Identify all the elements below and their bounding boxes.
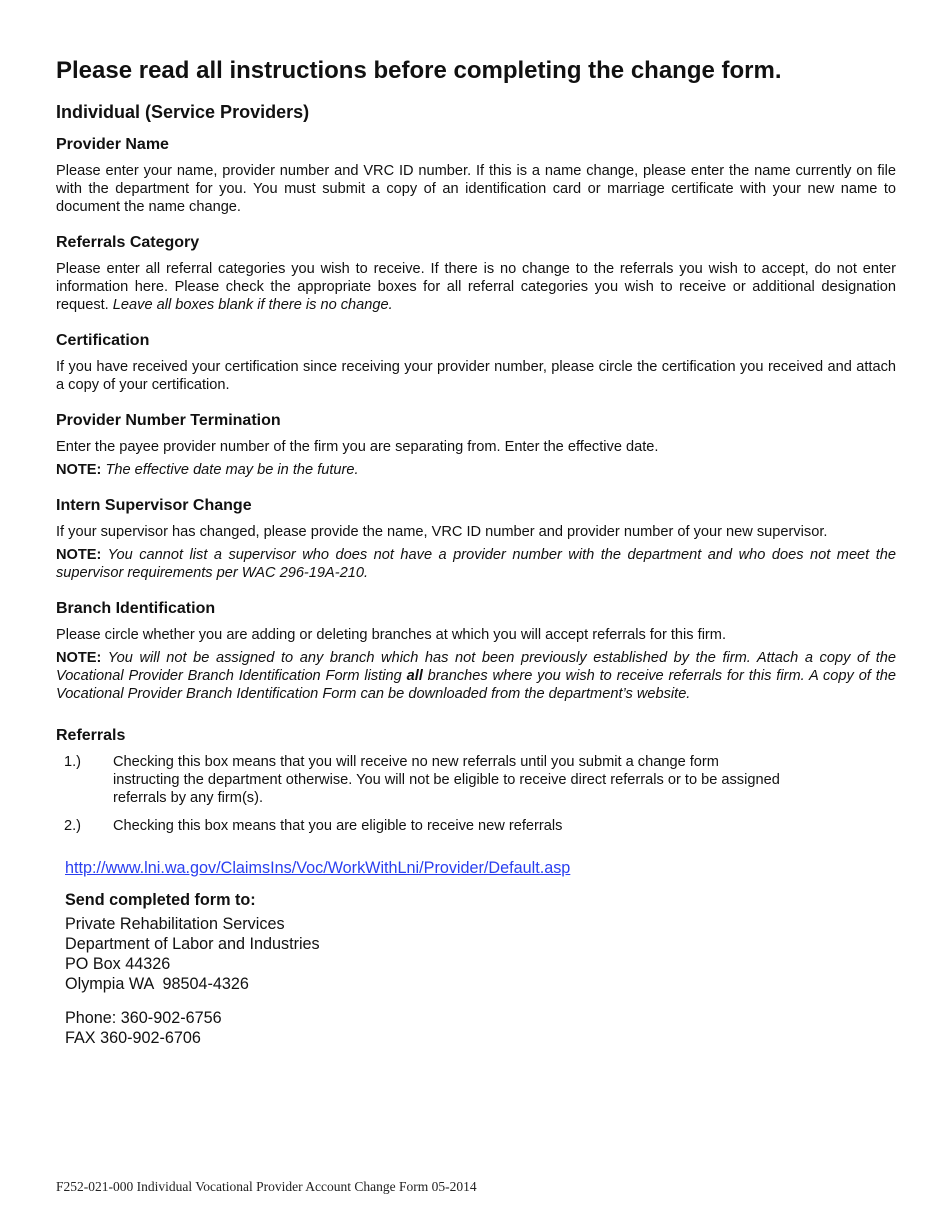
address-line: Olympia WA 98504-4326 xyxy=(65,975,249,993)
branch-note-label: NOTE: xyxy=(56,650,102,666)
mailing-address xyxy=(65,914,896,994)
branch-note-bold: all xyxy=(406,668,423,684)
intern-note xyxy=(56,546,896,582)
section-referrals xyxy=(56,725,896,835)
phone-fax xyxy=(65,1008,896,1048)
section-intern-supervisor xyxy=(56,495,896,582)
referrals-category-italic: Leave all boxes blank if there is no change. xyxy=(112,297,393,313)
provider-name-body: Please enter your name, provider number and VRC ID number. If this is a name change, please enter the name currently on file with the department for you. You must submit a copy of an identification card or marriage certificate with your new name to document the name change. xyxy=(56,163,896,215)
certification-heading: Certification xyxy=(56,332,150,349)
termination-body: Enter the payee provider number of the firm you are separating from. Enter the effective date. xyxy=(56,439,659,455)
section-termination xyxy=(56,410,896,479)
intern-body: If your supervisor has changed, please provide the name, VRC ID number and provider number of your new supervisor. xyxy=(56,524,828,540)
branch-note xyxy=(56,649,896,703)
page-title: Please read all instructions before completing the change form. xyxy=(56,57,782,84)
list-item-text: Checking this box means that you will receive no new referrals until you submit a change form instructing the department otherwise. You will not be eligible to receive direct referrals or to be assigned referrals by any firm(s). xyxy=(113,754,780,806)
referrals-list xyxy=(56,753,896,835)
contact-block xyxy=(56,857,896,1048)
branch-body: Please circle whether you are adding or deleting branches at which you will accept referrals for this firm. xyxy=(56,627,727,643)
termination-note-label: NOTE: xyxy=(56,462,102,478)
termination-note xyxy=(56,461,896,479)
intern-note-label: NOTE: xyxy=(56,547,102,563)
branch-note-text-2: branches where you wish to receive referrals for this firm. A copy of the Vocational Provider Branch Identification Form can be downloaded from the department’s website. xyxy=(56,668,896,702)
section-branch-identification xyxy=(56,598,896,703)
certification-body: If you have received your certification since receiving your provider number, please circle the certification you received and attach a copy of your certification. xyxy=(56,359,896,393)
referrals-category-body xyxy=(56,260,896,314)
provider-name-heading: Provider Name xyxy=(56,136,169,153)
list-item xyxy=(56,817,896,835)
address-line: Private Rehabilitation Services xyxy=(65,915,285,933)
branch-heading: Branch Identification xyxy=(56,600,216,617)
section-provider-name xyxy=(56,134,896,216)
list-item-number: 1.) xyxy=(64,754,82,770)
termination-heading: Provider Number Termination xyxy=(56,412,281,429)
referrals-heading: Referrals xyxy=(56,727,126,744)
list-item-number: 2.) xyxy=(64,818,82,834)
referrals-category-text: Please enter all referral categories you wish to receive. If there is no change to the referrals you wish to accept, do not enter information here. Please check the appropriate boxes for all referral categories you wish to receive or additional designation request. xyxy=(56,261,896,313)
address-line: Department of Labor and Industries xyxy=(65,935,320,953)
branch-note-text-1: You will not be assigned to any branch which has not been previously established by the firm. Attach a copy of the Vocational Provider Branch Identification Form listing xyxy=(56,650,896,684)
intern-heading: Intern Supervisor Change xyxy=(56,497,252,514)
referrals-category-heading: Referrals Category xyxy=(56,234,200,251)
section-certification xyxy=(56,330,896,394)
fax-number: FAX 360-902-6706 xyxy=(65,1029,201,1047)
page-subtitle: Individual (Service Providers) xyxy=(56,102,310,122)
termination-note-text: The effective date may be in the future. xyxy=(101,462,359,478)
intern-note-text: You cannot list a supervisor who does not have a provider number with the department and who does not meet the supervisor requirements per WAC 296-19A-210. xyxy=(56,547,896,581)
provider-website-link[interactable]: http://www.lni.wa.gov/ClaimsIns/Voc/WorkWithLni/Provider/Default.asp xyxy=(65,859,571,877)
form-footer: F252-021-000 Individual Vocational Provider Account Change Form 05-2014 xyxy=(56,1179,477,1194)
list-item xyxy=(56,753,896,807)
send-form-heading: Send completed form to: xyxy=(65,891,256,909)
list-item-text: Checking this box means that you are eligible to receive new referrals xyxy=(113,818,563,834)
address-line: PO Box 44326 xyxy=(65,955,171,973)
phone-number: Phone: 360-902-6756 xyxy=(65,1009,222,1027)
section-referrals-category xyxy=(56,232,896,314)
instructions-page xyxy=(56,54,896,1062)
